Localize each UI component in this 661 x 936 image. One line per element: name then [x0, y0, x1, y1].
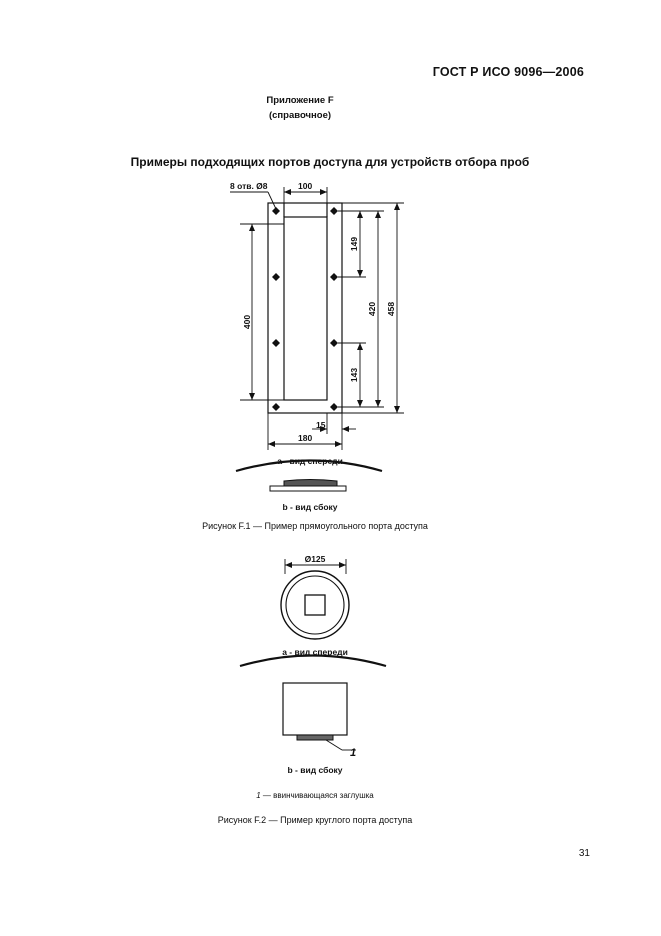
standard-code: ГОСТ Р ИСО 9096—2006 — [432, 65, 584, 79]
dim-edge: 15 — [316, 420, 326, 430]
flange-circle — [281, 571, 349, 639]
port-circle — [286, 576, 344, 634]
hole-marker — [330, 339, 338, 347]
flange-outline — [268, 203, 342, 413]
dim-holes: 8 отв. Ø8 — [230, 181, 268, 191]
hole-marker — [272, 273, 280, 281]
figure1-dimension-labels — [230, 181, 396, 443]
figure1-front-view — [268, 203, 342, 413]
figure2-caption: Рисунок F.2 — Пример круглого порта доступа — [217, 815, 413, 825]
section-title: Примеры подходящих портов доступа для устройств отбора проб — [130, 155, 530, 169]
dim-height-mid: 420 — [367, 301, 377, 317]
figure2-legend — [200, 791, 430, 800]
annex-status: (справочное) — [268, 110, 332, 121]
plug-cap — [297, 735, 333, 740]
mounting-holes — [272, 207, 338, 411]
port-body — [283, 683, 347, 735]
hole-marker — [272, 403, 280, 411]
figure1-view-a-label: a - вид спереди — [277, 456, 343, 466]
dim-pitch-top: 149 — [349, 236, 359, 252]
dim-height-inner: 400 — [242, 314, 252, 330]
hole-marker — [272, 339, 280, 347]
figure2-view-b-label: b - вид сбоку — [287, 765, 343, 775]
hole-marker — [330, 273, 338, 281]
dim-pitch-bottom: 143 — [349, 367, 359, 383]
callout-number: 1 — [350, 747, 357, 759]
dim-width-outer: 180 — [298, 433, 313, 443]
hole-marker — [330, 403, 338, 411]
figure1-caption: Рисунок F.1 — Пример прямоугольного порта доступа — [202, 521, 428, 531]
figure2-view-a-label: a - вид спереди — [282, 647, 348, 657]
legend-number: 1 — [256, 791, 261, 800]
dim-width-inner: 100 — [298, 181, 313, 191]
dim-height-outer: 458 — [386, 301, 396, 317]
hole-marker — [330, 207, 338, 215]
figure1-view-b-label: b - вид сбоку — [282, 502, 338, 512]
annex-title: Приложение F — [266, 95, 334, 106]
figure2-front-view — [281, 559, 349, 639]
plug-square — [305, 595, 325, 615]
port-opening — [284, 217, 327, 400]
figure2-side-view — [240, 656, 386, 751]
figure1-dimensions — [230, 187, 404, 450]
dim-diameter: Ø125 — [304, 554, 326, 564]
legend-text: — ввинчивающаяся заглушка — [260, 791, 374, 800]
page-number: 31 — [578, 848, 590, 859]
